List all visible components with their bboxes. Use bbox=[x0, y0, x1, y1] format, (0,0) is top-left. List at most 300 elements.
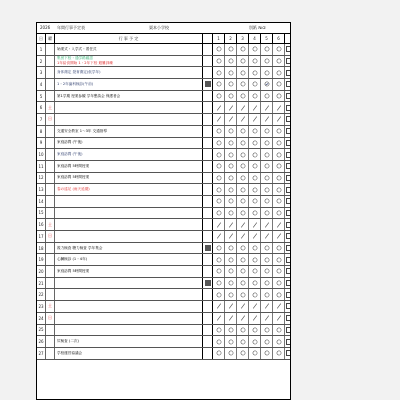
event-cell bbox=[55, 196, 203, 207]
slash-icon bbox=[216, 105, 222, 111]
period-cell-1 bbox=[213, 208, 225, 219]
circle-icon bbox=[252, 93, 258, 99]
period-cell-4 bbox=[249, 173, 261, 184]
slash-icon bbox=[216, 222, 222, 228]
period-cell-2 bbox=[225, 138, 237, 149]
weekday-cell: 日 bbox=[46, 114, 55, 125]
check-box-cell bbox=[285, 301, 291, 312]
circle-icon bbox=[240, 187, 246, 193]
event-text: 家庭訪問 5時間授業 bbox=[57, 268, 90, 273]
period-cell-4 bbox=[249, 56, 261, 67]
square-icon bbox=[286, 222, 291, 228]
circle-icon bbox=[228, 70, 234, 76]
table-row bbox=[37, 44, 290, 56]
day-cell: 4 bbox=[37, 79, 46, 90]
period-cell-2 bbox=[225, 208, 237, 219]
event-cell bbox=[55, 231, 203, 242]
circle-icon bbox=[228, 46, 234, 52]
period-cell-5 bbox=[261, 301, 273, 312]
period-cell-6 bbox=[273, 161, 285, 172]
weekday-cell: 土 bbox=[46, 102, 55, 113]
square-icon bbox=[286, 46, 291, 52]
event-text: 集団下校・通学路確認 bbox=[57, 56, 93, 61]
table-row bbox=[37, 313, 290, 325]
check-box-cell bbox=[285, 56, 291, 67]
period-cell-5 bbox=[261, 102, 273, 113]
circle-icon bbox=[252, 198, 258, 204]
event-text: 学校運営協議会 bbox=[57, 350, 83, 355]
slash-icon bbox=[276, 315, 282, 321]
table-row bbox=[37, 79, 290, 91]
circle-icon bbox=[276, 198, 282, 204]
column-header-0: 日 bbox=[37, 34, 46, 43]
weekday-cell bbox=[46, 266, 55, 277]
period-cell-4 bbox=[249, 138, 261, 149]
day-cell: 2 bbox=[37, 56, 46, 67]
period-cell-6 bbox=[273, 313, 285, 324]
schedule-table bbox=[37, 44, 290, 360]
period-cell-2 bbox=[225, 184, 237, 195]
table-row bbox=[37, 254, 290, 266]
slash-icon bbox=[228, 116, 234, 122]
period-cell-4 bbox=[249, 278, 261, 289]
period-cell-3 bbox=[237, 184, 249, 195]
event-cell bbox=[55, 336, 203, 347]
period-cell-1 bbox=[213, 126, 225, 137]
period-cell-2 bbox=[225, 219, 237, 230]
circle-icon bbox=[228, 175, 234, 181]
circle-icon bbox=[216, 163, 222, 169]
table-row bbox=[37, 126, 290, 138]
weekday-cell bbox=[46, 161, 55, 172]
table-row bbox=[37, 208, 290, 220]
slash-icon bbox=[252, 303, 258, 309]
circle-icon bbox=[240, 175, 246, 181]
period-cell-4 bbox=[249, 91, 261, 102]
period-cell-1 bbox=[213, 67, 225, 78]
circle-icon bbox=[252, 350, 258, 356]
column-header-1: 曜 bbox=[46, 34, 55, 43]
period-cell-2 bbox=[225, 44, 237, 55]
period-cell-2 bbox=[225, 149, 237, 160]
check-box-cell bbox=[285, 44, 291, 55]
circle-icon bbox=[228, 152, 234, 158]
circle-icon bbox=[276, 46, 282, 52]
column-header-5: 2 bbox=[225, 34, 237, 43]
period-cell-3 bbox=[237, 161, 249, 172]
period-cell-3 bbox=[237, 126, 249, 137]
event-cell bbox=[55, 301, 203, 312]
event-cell bbox=[55, 348, 203, 359]
circle-icon bbox=[216, 245, 222, 251]
check-box-cell bbox=[285, 102, 291, 113]
weekday-cell bbox=[46, 173, 55, 184]
period-cell-6 bbox=[273, 325, 285, 336]
check-box-cell bbox=[285, 173, 291, 184]
period-cell-5 bbox=[261, 313, 273, 324]
circle-icon bbox=[216, 128, 222, 134]
circle-icon bbox=[252, 268, 258, 274]
circle-icon bbox=[264, 339, 270, 345]
sheet-header bbox=[37, 23, 290, 34]
period-cell-3 bbox=[237, 196, 249, 207]
period-cell-3 bbox=[237, 325, 249, 336]
circle-icon bbox=[216, 152, 222, 158]
event-cell bbox=[55, 138, 203, 149]
circle-icon bbox=[252, 280, 258, 286]
period-cell-4 bbox=[249, 313, 261, 324]
square-icon bbox=[286, 233, 291, 239]
square-icon bbox=[286, 210, 291, 216]
day-cell: 5 bbox=[37, 91, 46, 102]
day-cell: 1 bbox=[37, 44, 46, 55]
event-text: 交通安全教室 1〜3年 交通指導 bbox=[57, 128, 107, 133]
check-box-cell bbox=[285, 313, 291, 324]
weekday-cell bbox=[46, 243, 55, 254]
weekday-cell bbox=[46, 278, 55, 289]
circle-icon bbox=[240, 327, 246, 333]
circle-icon bbox=[216, 339, 222, 345]
period-cell-5 bbox=[261, 173, 273, 184]
circle-icon bbox=[216, 46, 222, 52]
period-cell-3 bbox=[237, 219, 249, 230]
table-row bbox=[37, 289, 290, 301]
slash-icon bbox=[240, 116, 246, 122]
column-header-6: 3 bbox=[237, 34, 249, 43]
circle-icon bbox=[276, 163, 282, 169]
weekday-cell bbox=[46, 208, 55, 219]
circle-icon bbox=[228, 245, 234, 251]
school-name: 栗本小学校 bbox=[149, 25, 169, 30]
circle-icon bbox=[240, 163, 246, 169]
circle-icon bbox=[276, 140, 282, 146]
event-text: 1年給食開始 1・2年下校 避難訓練 bbox=[57, 61, 113, 66]
circle-icon bbox=[276, 152, 282, 158]
circle-icon bbox=[228, 140, 234, 146]
period-cell-5 bbox=[261, 336, 273, 347]
period-cell-5 bbox=[261, 161, 273, 172]
column-header-9: 6 bbox=[273, 34, 285, 43]
circle-icon bbox=[228, 339, 234, 345]
event-cell bbox=[55, 243, 203, 254]
period-cell-5 bbox=[261, 325, 273, 336]
circle-icon bbox=[228, 81, 234, 87]
event-cell bbox=[55, 254, 203, 265]
period-cell-6 bbox=[273, 266, 285, 277]
circle-icon bbox=[264, 350, 270, 356]
event-text: 1・2年歯科検診(午前) bbox=[57, 81, 94, 86]
mark-cell bbox=[203, 231, 213, 242]
period-cell-3 bbox=[237, 173, 249, 184]
check-icon bbox=[264, 81, 270, 87]
period-cell-5 bbox=[261, 231, 273, 242]
circle-icon bbox=[240, 93, 246, 99]
slash-icon bbox=[252, 105, 258, 111]
period-cell-1 bbox=[213, 161, 225, 172]
period-cell-1 bbox=[213, 79, 225, 90]
square-icon bbox=[286, 280, 291, 286]
slash-icon bbox=[216, 303, 222, 309]
period-cell-4 bbox=[249, 102, 261, 113]
circle-icon bbox=[276, 280, 282, 286]
period-cell-4 bbox=[249, 289, 261, 300]
table-row bbox=[37, 173, 290, 185]
circle-icon bbox=[264, 245, 270, 251]
event-text: 心臓検診 (1・4年) bbox=[57, 257, 88, 262]
period-cell-5 bbox=[261, 138, 273, 149]
period-cell-5 bbox=[261, 243, 273, 254]
circle-icon bbox=[240, 198, 246, 204]
day-cell: 12 bbox=[37, 173, 46, 184]
circle-icon bbox=[240, 58, 246, 64]
circle-icon bbox=[216, 327, 222, 333]
stamp-mark bbox=[205, 245, 211, 251]
column-header-8: 5 bbox=[261, 34, 273, 43]
slash-icon bbox=[216, 315, 222, 321]
period-cell-1 bbox=[213, 91, 225, 102]
circle-icon bbox=[216, 257, 222, 263]
circle-icon bbox=[216, 350, 222, 356]
circle-icon bbox=[264, 280, 270, 286]
check-box-cell bbox=[285, 336, 291, 347]
circle-icon bbox=[252, 81, 258, 87]
sheet-title: 年間行事予定表 bbox=[57, 25, 85, 30]
circle-icon bbox=[240, 280, 246, 286]
circle-icon bbox=[228, 210, 234, 216]
mark-cell bbox=[203, 336, 213, 347]
check-box-cell bbox=[285, 243, 291, 254]
mark-cell bbox=[203, 44, 213, 55]
slash-icon bbox=[264, 116, 270, 122]
circle-icon bbox=[216, 198, 222, 204]
event-cell bbox=[55, 325, 203, 336]
period-cell-6 bbox=[273, 196, 285, 207]
period-cell-3 bbox=[237, 138, 249, 149]
period-cell-5 bbox=[261, 219, 273, 230]
period-cell-2 bbox=[225, 325, 237, 336]
circle-icon bbox=[264, 128, 270, 134]
column-header-10 bbox=[285, 34, 291, 43]
day-cell: 18 bbox=[37, 243, 46, 254]
mark-cell bbox=[203, 149, 213, 160]
period-cell-2 bbox=[225, 301, 237, 312]
period-cell-6 bbox=[273, 56, 285, 67]
period-cell-3 bbox=[237, 91, 249, 102]
slash-icon bbox=[276, 233, 282, 239]
day-cell: 17 bbox=[37, 231, 46, 242]
period-cell-3 bbox=[237, 243, 249, 254]
table-row bbox=[37, 266, 290, 278]
weekday-cell bbox=[46, 254, 55, 265]
day-cell: 11 bbox=[37, 161, 46, 172]
period-cell-1 bbox=[213, 44, 225, 55]
period-cell-4 bbox=[249, 79, 261, 90]
period-cell-1 bbox=[213, 219, 225, 230]
period-cell-3 bbox=[237, 44, 249, 55]
square-icon bbox=[286, 257, 291, 263]
period-cell-3 bbox=[237, 231, 249, 242]
mark-cell bbox=[203, 56, 213, 67]
period-cell-5 bbox=[261, 184, 273, 195]
weekday-cell bbox=[46, 149, 55, 160]
day-cell: 19 bbox=[37, 254, 46, 265]
circle-icon bbox=[216, 292, 222, 298]
period-cell-5 bbox=[261, 91, 273, 102]
day-cell: 8 bbox=[37, 126, 46, 137]
slash-icon bbox=[240, 233, 246, 239]
period-cell-2 bbox=[225, 56, 237, 67]
period-cell-1 bbox=[213, 102, 225, 113]
period-cell-1 bbox=[213, 56, 225, 67]
square-icon bbox=[286, 175, 291, 181]
period-cell-5 bbox=[261, 254, 273, 265]
period-cell-6 bbox=[273, 114, 285, 125]
square-icon bbox=[286, 327, 291, 333]
day-cell: 22 bbox=[37, 289, 46, 300]
circle-icon bbox=[252, 187, 258, 193]
circle-icon bbox=[240, 152, 246, 158]
circle-icon bbox=[216, 187, 222, 193]
slash-icon bbox=[252, 222, 258, 228]
mark-cell bbox=[203, 325, 213, 336]
period-cell-6 bbox=[273, 79, 285, 90]
table-row bbox=[37, 231, 290, 243]
check-box-cell bbox=[285, 289, 291, 300]
period-cell-2 bbox=[225, 114, 237, 125]
period-cell-6 bbox=[273, 219, 285, 230]
period-cell-6 bbox=[273, 336, 285, 347]
slash-icon bbox=[228, 233, 234, 239]
table-row bbox=[37, 336, 290, 348]
circle-icon bbox=[240, 210, 246, 216]
table-row bbox=[37, 161, 290, 173]
slash-icon bbox=[276, 222, 282, 228]
square-icon bbox=[286, 268, 291, 274]
period-cell-2 bbox=[225, 67, 237, 78]
period-cell-1 bbox=[213, 336, 225, 347]
circle-icon bbox=[264, 93, 270, 99]
table-row bbox=[37, 67, 290, 79]
circle-icon bbox=[252, 245, 258, 251]
slash-icon bbox=[276, 116, 282, 122]
weekday-cell bbox=[46, 91, 55, 102]
square-icon bbox=[286, 303, 291, 309]
period-cell-1 bbox=[213, 301, 225, 312]
period-cell-2 bbox=[225, 348, 237, 359]
period-cell-3 bbox=[237, 313, 249, 324]
mark-cell bbox=[203, 348, 213, 359]
table-row bbox=[37, 56, 290, 68]
period-cell-6 bbox=[273, 301, 285, 312]
circle-icon bbox=[228, 58, 234, 64]
period-cell-3 bbox=[237, 336, 249, 347]
event-text: 家庭訪問 5時間授業 bbox=[57, 175, 90, 180]
event-cell bbox=[55, 56, 203, 67]
event-cell bbox=[55, 114, 203, 125]
weekday-cell bbox=[46, 325, 55, 336]
weekday-cell bbox=[46, 289, 55, 300]
check-box-cell bbox=[285, 67, 291, 78]
day-cell: 24 bbox=[37, 313, 46, 324]
circle-icon bbox=[216, 70, 222, 76]
period-cell-1 bbox=[213, 173, 225, 184]
circle-icon bbox=[264, 257, 270, 263]
circle-icon bbox=[276, 81, 282, 87]
period-cell-6 bbox=[273, 44, 285, 55]
mark-cell bbox=[203, 266, 213, 277]
weekday-cell bbox=[46, 138, 55, 149]
circle-icon bbox=[240, 339, 246, 345]
weekday-cell bbox=[46, 79, 55, 90]
circle-icon bbox=[216, 81, 222, 87]
period-cell-1 bbox=[213, 231, 225, 242]
square-icon bbox=[286, 292, 291, 298]
table-row bbox=[37, 114, 290, 126]
period-cell-2 bbox=[225, 161, 237, 172]
table-row bbox=[37, 278, 290, 290]
event-cell bbox=[55, 266, 203, 277]
circle-icon bbox=[252, 210, 258, 216]
event-cell bbox=[55, 91, 203, 102]
weekday-cell bbox=[46, 184, 55, 195]
circle-icon bbox=[264, 327, 270, 333]
table-row bbox=[37, 219, 290, 231]
period-cell-6 bbox=[273, 138, 285, 149]
circle-icon bbox=[216, 175, 222, 181]
day-cell: 23 bbox=[37, 301, 46, 312]
circle-icon bbox=[276, 93, 282, 99]
circle-icon bbox=[252, 292, 258, 298]
mark-cell bbox=[203, 208, 213, 219]
mark-cell bbox=[203, 184, 213, 195]
weekday-cell: 日 bbox=[46, 231, 55, 242]
period-cell-6 bbox=[273, 126, 285, 137]
period-cell-6 bbox=[273, 231, 285, 242]
period-cell-5 bbox=[261, 278, 273, 289]
slash-icon bbox=[228, 303, 234, 309]
circle-icon bbox=[276, 339, 282, 345]
period-cell-3 bbox=[237, 301, 249, 312]
check-box-cell bbox=[285, 325, 291, 336]
period-cell-3 bbox=[237, 289, 249, 300]
table-row bbox=[37, 184, 290, 196]
event-cell bbox=[55, 278, 203, 289]
circle-icon bbox=[228, 187, 234, 193]
period-cell-4 bbox=[249, 336, 261, 347]
circle-icon bbox=[240, 350, 246, 356]
day-cell: 6 bbox=[37, 102, 46, 113]
day-cell: 15 bbox=[37, 208, 46, 219]
circle-icon bbox=[276, 128, 282, 134]
period-cell-4 bbox=[249, 149, 261, 160]
slash-icon bbox=[264, 315, 270, 321]
event-cell bbox=[55, 44, 203, 55]
event-text: 家庭訪問 (午後) bbox=[57, 152, 83, 157]
weekday-cell: 土 bbox=[46, 301, 55, 312]
circle-icon bbox=[240, 140, 246, 146]
circle-icon bbox=[216, 210, 222, 216]
period-cell-2 bbox=[225, 289, 237, 300]
period-cell-4 bbox=[249, 325, 261, 336]
circle-icon bbox=[216, 58, 222, 64]
mark-cell bbox=[203, 301, 213, 312]
period-cell-4 bbox=[249, 348, 261, 359]
square-icon bbox=[286, 58, 291, 64]
slash-icon bbox=[252, 233, 258, 239]
period-cell-3 bbox=[237, 348, 249, 359]
circle-icon bbox=[240, 46, 246, 52]
slash-icon bbox=[240, 105, 246, 111]
